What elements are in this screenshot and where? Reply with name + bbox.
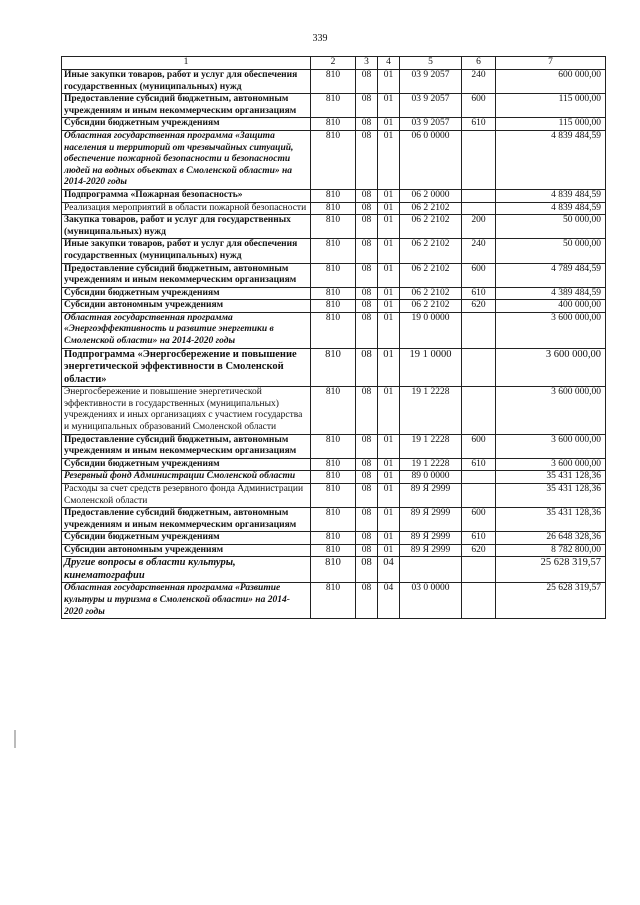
table-row (62, 94, 606, 118)
cell-section: 08 (356, 189, 378, 202)
cell-subsection: 01 (378, 434, 400, 458)
cell-name: Предоставление субсидий бюджетным, автономным учреждениям и иным некоммерческим организациям (62, 434, 311, 458)
cell-name: Энергосбережение и повышение энергетической эффективности в государственных (муниципальных) учреждениях и иных организациях с участием государства и муниципальных образований Смоленской области (62, 387, 311, 434)
cell-target-article: 06 2 2102 (400, 239, 462, 263)
cell-name: Субсидии бюджетным учреждениям (62, 458, 311, 471)
cell-ministry: 810 (311, 130, 356, 189)
cell-target-article: 03 9 2057 (400, 118, 462, 131)
cell-subsection: 01 (378, 458, 400, 471)
cell-ministry: 810 (311, 70, 356, 94)
cell-section: 08 (356, 287, 378, 300)
cell-target-article: 06 2 0000 (400, 189, 462, 202)
header-col-6: 6 (462, 57, 496, 70)
cell-expense-type (462, 348, 496, 387)
table-row (62, 202, 606, 215)
cell-expense-type (462, 483, 496, 507)
cell-amount: 115 000,00 (496, 118, 606, 131)
header-col-7: 7 (496, 57, 606, 70)
cell-ministry: 810 (311, 239, 356, 263)
cell-amount: 4 789 484,59 (496, 263, 606, 287)
cell-name: Расходы за счет средств резервного фонда Администрации Смоленской области (62, 483, 311, 507)
cell-amount: 50 000,00 (496, 239, 606, 263)
table-row (62, 130, 606, 189)
cell-amount: 4 389 484,59 (496, 287, 606, 300)
cell-expense-type: 620 (462, 300, 496, 313)
cell-section: 08 (356, 348, 378, 387)
cell-subsection: 01 (378, 263, 400, 287)
cell-target-article: 89 0 0000 (400, 471, 462, 484)
cell-subsection: 01 (378, 532, 400, 545)
cell-name: Субсидии автономным учреждениям (62, 544, 311, 557)
cell-ministry: 810 (311, 434, 356, 458)
cell-amount: 25 628 319,57 (496, 557, 606, 583)
cell-expense-type: 600 (462, 434, 496, 458)
cell-target-article: 19 1 2228 (400, 387, 462, 434)
cell-ministry: 810 (311, 300, 356, 313)
page-number: 339 (312, 33, 328, 44)
cell-target-article (400, 557, 462, 583)
cell-ministry: 810 (311, 583, 356, 619)
cell-section: 08 (356, 300, 378, 313)
cell-section: 08 (356, 583, 378, 619)
cell-section: 08 (356, 312, 378, 348)
cell-subsection: 01 (378, 118, 400, 131)
cell-section: 08 (356, 544, 378, 557)
cell-section: 08 (356, 239, 378, 263)
cell-target-article: 03 9 2057 (400, 70, 462, 94)
scan-artifact (14, 730, 16, 748)
cell-expense-type (462, 557, 496, 583)
cell-subsection: 01 (378, 287, 400, 300)
cell-target-article: 06 2 2102 (400, 263, 462, 287)
table-row (62, 300, 606, 313)
cell-amount: 4 839 484,59 (496, 189, 606, 202)
cell-expense-type (462, 312, 496, 348)
cell-section: 08 (356, 263, 378, 287)
cell-subsection: 01 (378, 300, 400, 313)
cell-section: 08 (356, 532, 378, 545)
cell-section: 08 (356, 458, 378, 471)
cell-section: 08 (356, 118, 378, 131)
table-row (62, 583, 606, 619)
cell-name: Субсидии бюджетным учреждениям (62, 532, 311, 545)
cell-section: 08 (356, 557, 378, 583)
cell-amount: 50 000,00 (496, 215, 606, 239)
cell-section: 08 (356, 387, 378, 434)
cell-target-article: 03 9 2057 (400, 94, 462, 118)
cell-section: 08 (356, 508, 378, 532)
table-row (62, 348, 606, 387)
table-row (62, 434, 606, 458)
cell-subsection: 01 (378, 239, 400, 263)
table-row (62, 458, 606, 471)
cell-target-article: 89 Я 2999 (400, 544, 462, 557)
cell-target-article: 89 Я 2999 (400, 508, 462, 532)
cell-name: Резервный фонд Администрации Смоленской области (62, 471, 311, 484)
cell-ministry: 810 (311, 189, 356, 202)
cell-ministry: 810 (311, 94, 356, 118)
cell-name: Областная государственная программа «Защита населения и территорий от чрезвычайных ситуаций, обеспечение пожарной безопасности и безопасности людей на водных объектах в Смоленской области» на 2014-2020 годы (62, 130, 311, 189)
cell-expense-type: 610 (462, 118, 496, 131)
table-row (62, 118, 606, 131)
cell-ministry: 810 (311, 508, 356, 532)
cell-amount: 600 000,00 (496, 70, 606, 94)
cell-section: 08 (356, 434, 378, 458)
cell-target-article: 19 1 2228 (400, 434, 462, 458)
cell-ministry: 810 (311, 557, 356, 583)
cell-subsection: 01 (378, 471, 400, 484)
table-row (62, 215, 606, 239)
cell-ministry: 810 (311, 202, 356, 215)
cell-ministry: 810 (311, 458, 356, 471)
header-col-3: 3 (356, 57, 378, 70)
cell-expense-type (462, 189, 496, 202)
header-col-4: 4 (378, 57, 400, 70)
cell-amount: 115 000,00 (496, 94, 606, 118)
cell-target-article: 03 0 0000 (400, 583, 462, 619)
cell-subsection: 01 (378, 387, 400, 434)
cell-name: Реализация мероприятий в области пожарной безопасности (62, 202, 311, 215)
cell-subsection: 01 (378, 348, 400, 387)
cell-expense-type (462, 130, 496, 189)
cell-amount: 3 600 000,00 (496, 348, 606, 387)
cell-name: Иные закупки товаров, работ и услуг для обеспечения государственных (муниципальных) нужд (62, 70, 311, 94)
cell-amount: 8 782 800,00 (496, 544, 606, 557)
cell-name: Субсидии бюджетным учреждениям (62, 287, 311, 300)
cell-expense-type: 200 (462, 215, 496, 239)
cell-expense-type: 610 (462, 287, 496, 300)
table-row (62, 287, 606, 300)
cell-subsection: 01 (378, 508, 400, 532)
cell-section: 08 (356, 70, 378, 94)
cell-amount: 35 431 128,36 (496, 483, 606, 507)
cell-amount: 400 000,00 (496, 300, 606, 313)
table-row (62, 544, 606, 557)
cell-subsection: 01 (378, 189, 400, 202)
cell-name: Подпрограмма «Энергосбережение и повышение энергетической эффективности в Смоленской области» (62, 348, 311, 387)
cell-target-article: 19 1 2228 (400, 458, 462, 471)
cell-name: Предоставление субсидий бюджетным, автономным учреждениям и иным некоммерческим организациям (62, 94, 311, 118)
cell-expense-type (462, 471, 496, 484)
cell-expense-type: 610 (462, 458, 496, 471)
cell-section: 08 (356, 471, 378, 484)
cell-ministry: 810 (311, 312, 356, 348)
cell-ministry: 810 (311, 471, 356, 484)
cell-ministry: 810 (311, 215, 356, 239)
table-row (62, 312, 606, 348)
cell-expense-type: 240 (462, 239, 496, 263)
cell-name: Областная государственная программа «Развитие культуры и туризма в Смоленской области» на 2014-2020 годы (62, 583, 311, 619)
cell-target-article: 89 Я 2999 (400, 483, 462, 507)
table-row (62, 263, 606, 287)
cell-expense-type (462, 583, 496, 619)
cell-target-article: 06 2 2102 (400, 202, 462, 215)
cell-name: Субсидии бюджетным учреждениям (62, 118, 311, 131)
cell-amount: 25 628 319,57 (496, 583, 606, 619)
cell-subsection: 01 (378, 70, 400, 94)
cell-expense-type: 600 (462, 94, 496, 118)
cell-name: Областная государственная программа «Энергоэффективность и развитие энергетики в Смоленской области» на 2014-2020 годы (62, 312, 311, 348)
cell-target-article: 06 2 2102 (400, 287, 462, 300)
cell-section: 08 (356, 202, 378, 215)
budget-table (61, 56, 606, 619)
cell-expense-type (462, 387, 496, 434)
cell-section: 08 (356, 94, 378, 118)
cell-section: 08 (356, 483, 378, 507)
cell-subsection: 01 (378, 202, 400, 215)
cell-ministry: 810 (311, 532, 356, 545)
table-row (62, 471, 606, 484)
cell-amount: 35 431 128,36 (496, 471, 606, 484)
cell-expense-type: 610 (462, 532, 496, 545)
cell-ministry: 810 (311, 348, 356, 387)
cell-target-article: 06 2 2102 (400, 300, 462, 313)
cell-expense-type: 240 (462, 70, 496, 94)
cell-ministry: 810 (311, 387, 356, 434)
cell-expense-type (462, 202, 496, 215)
cell-expense-type: 600 (462, 508, 496, 532)
cell-amount: 35 431 128,36 (496, 508, 606, 532)
header-col-5: 5 (400, 57, 462, 70)
cell-target-article: 06 0 0000 (400, 130, 462, 189)
cell-subsection: 01 (378, 483, 400, 507)
cell-ministry: 810 (311, 287, 356, 300)
table-row (62, 189, 606, 202)
table-row (62, 387, 606, 434)
table-row (62, 483, 606, 507)
cell-subsection: 04 (378, 583, 400, 619)
cell-subsection: 01 (378, 215, 400, 239)
cell-name: Другие вопросы в области культуры, кинематографии (62, 557, 311, 583)
cell-target-article: 06 2 2102 (400, 215, 462, 239)
table-row (62, 557, 606, 583)
cell-target-article: 19 0 0000 (400, 312, 462, 348)
cell-subsection: 01 (378, 94, 400, 118)
cell-name: Предоставление субсидий бюджетным, автономным учреждениям и иным некоммерческим организациям (62, 263, 311, 287)
header-col-2: 2 (311, 57, 356, 70)
cell-amount: 3 600 000,00 (496, 312, 606, 348)
cell-name: Иные закупки товаров, работ и услуг для обеспечения государственных (муниципальных) нужд (62, 239, 311, 263)
cell-subsection: 01 (378, 544, 400, 557)
header-col-1: 1 (62, 57, 311, 70)
cell-target-article: 89 Я 2999 (400, 532, 462, 545)
cell-ministry: 810 (311, 118, 356, 131)
cell-amount: 3 600 000,00 (496, 434, 606, 458)
cell-expense-type: 600 (462, 263, 496, 287)
cell-ministry: 810 (311, 483, 356, 507)
cell-name: Закупка товаров, работ и услуг для государственных (муниципальных) нужд (62, 215, 311, 239)
cell-section: 08 (356, 130, 378, 189)
cell-amount: 26 648 328,36 (496, 532, 606, 545)
cell-amount: 4 839 484,59 (496, 202, 606, 215)
cell-subsection: 01 (378, 312, 400, 348)
cell-name: Предоставление субсидий бюджетным, автономным учреждениям и иным некоммерческим организациям (62, 508, 311, 532)
cell-amount: 3 600 000,00 (496, 458, 606, 471)
cell-amount: 4 839 484,59 (496, 130, 606, 189)
cell-subsection: 01 (378, 130, 400, 189)
table-row (62, 532, 606, 545)
cell-ministry: 810 (311, 263, 356, 287)
table-row (62, 70, 606, 94)
cell-expense-type: 620 (462, 544, 496, 557)
cell-ministry: 810 (311, 544, 356, 557)
cell-section: 08 (356, 215, 378, 239)
table-row (62, 239, 606, 263)
table-row (62, 508, 606, 532)
cell-name: Подпрограмма «Пожарная безопасность» (62, 189, 311, 202)
cell-subsection: 04 (378, 557, 400, 583)
table-header-row (62, 57, 606, 70)
cell-name: Субсидии автономным учреждениям (62, 300, 311, 313)
cell-target-article: 19 1 0000 (400, 348, 462, 387)
cell-amount: 3 600 000,00 (496, 387, 606, 434)
